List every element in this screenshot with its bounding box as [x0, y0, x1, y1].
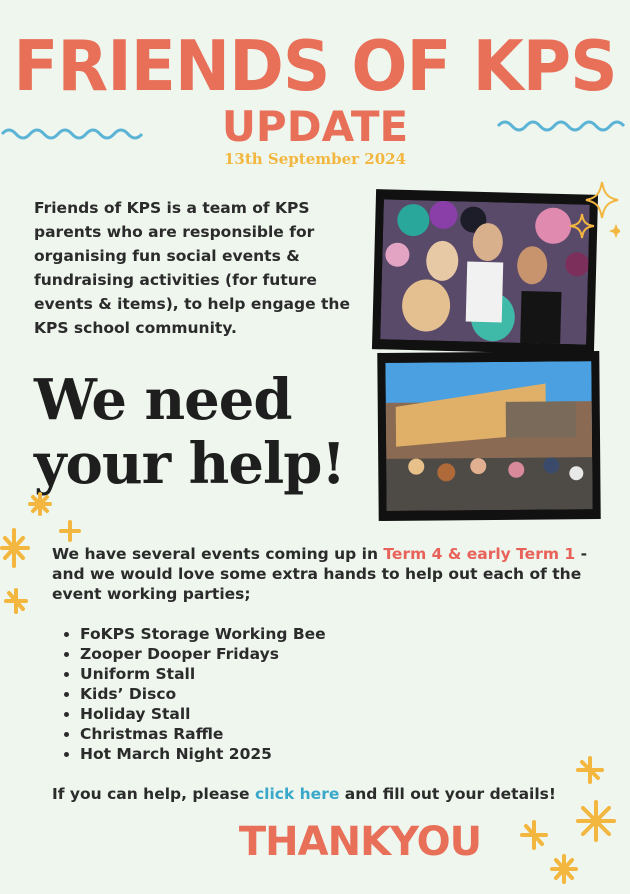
school-event-photo — [377, 351, 600, 521]
event-list — [60, 624, 326, 764]
cta-end: and fill out your details! — [339, 785, 556, 803]
burst-icon — [0, 486, 90, 626]
thankyou-heading: THANKYOU — [238, 819, 482, 865]
list-item: • Kids’ Disco — [80, 684, 326, 704]
list-item: • Hot March Night 2025 — [80, 744, 326, 764]
party-photo — [372, 189, 598, 355]
sparkle-icon — [566, 180, 620, 244]
list-item: • FoKPS Storage Working Bee — [80, 624, 326, 644]
events-intro-start: We have several events coming up in — [52, 545, 384, 563]
list-item: • Zooper Dooper Fridays — [80, 644, 326, 664]
help-heading-line1: We need — [34, 367, 292, 433]
click-here-link[interactable]: click here — [254, 785, 340, 803]
burst-icon-bottom — [510, 752, 628, 888]
update-date: 13th September 2024 — [223, 150, 407, 168]
list-item: • Holiday Stall — [80, 704, 326, 724]
help-heading — [34, 368, 364, 496]
events-intro — [52, 544, 592, 604]
term-highlight: Term 4 & early Term 1 — [383, 545, 576, 563]
page-subtitle: UPDATE — [221, 102, 409, 151]
help-heading-line2: your help! — [34, 431, 345, 497]
intro-paragraph: Friends of KPS is a team of KPS parents who are responsible for organising fun social events & fundraising activities (for future events & items), to help engage the KPS school community. — [34, 199, 350, 337]
events-intro-end: - and we would love some extra hands to help out each of the event working parties; — [52, 545, 588, 603]
cta-start: If you can help, please — [52, 785, 255, 803]
page-title: FRIENDS OF KPS — [13, 26, 617, 107]
list-item: • Uniform Stall — [80, 664, 326, 684]
list-item: • Christmas Raffle — [80, 724, 326, 744]
